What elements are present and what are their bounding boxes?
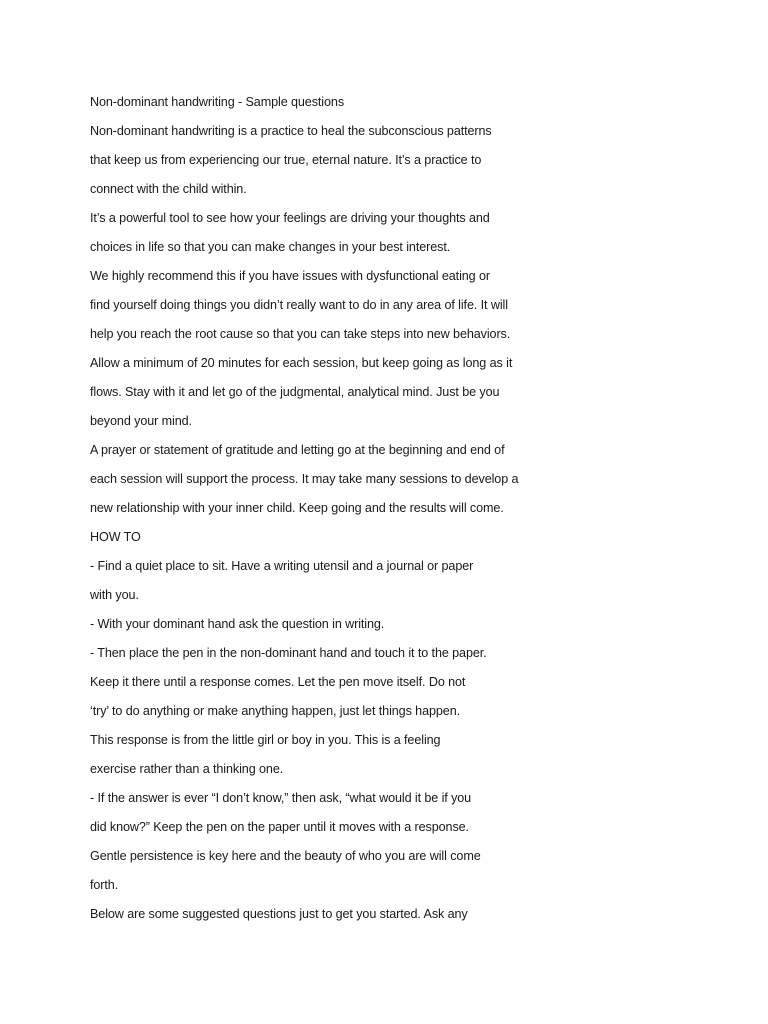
text-line: - Find a quiet place to sit. Have a writing utensil and a journal or paper: [90, 559, 474, 573]
text-line: flows. Stay with it and let go of the judgmental, analytical mind. Just be you: [90, 385, 500, 399]
text-line: Gentle persistence is key here and the beauty of who you are will come: [90, 849, 481, 863]
text-line: This response is from the little girl or boy in you. This is a feeling: [90, 733, 441, 747]
text-line: help you reach the root cause so that you can take steps into new behaviors.: [90, 327, 511, 341]
text-line: ‘try’ to do anything or make anything happen, just let things happen.: [90, 704, 460, 718]
text-line: beyond your mind.: [90, 414, 192, 428]
text-line: that keep us from experiencing our true, eternal nature. It’s a practice to: [90, 153, 482, 167]
section-heading-how-to: HOW TO: [90, 530, 141, 544]
text-line: Allow a minimum of 20 minutes for each session, but keep going as long as it: [90, 356, 513, 370]
text-line: each session will support the process. It may take many sessions to develop a: [90, 472, 519, 486]
document-body: [90, 88, 730, 929]
text-line: connect with the child within.: [90, 182, 247, 196]
text-line: - With your dominant hand ask the question in writing.: [90, 617, 385, 631]
text-line: Keep it there until a response comes. Let the pen move itself. Do not: [90, 675, 466, 689]
text-line: did know?” Keep the pen on the paper until it moves with a response.: [90, 820, 469, 834]
text-line: with you.: [90, 588, 139, 602]
text-line: new relationship with your inner child. Keep going and the results will come.: [90, 501, 504, 515]
text-line: forth.: [90, 878, 119, 892]
text-line: choices in life so that you can make changes in your best interest.: [90, 240, 451, 254]
text-line: - If the answer is ever “I don’t know,” then ask, “what would it be if you: [90, 791, 472, 805]
text-line: find yourself doing things you didn’t really want to do in any area of life. It will: [90, 298, 508, 312]
text-line: Below are some suggested questions just to get you started. Ask any: [90, 907, 468, 921]
document-title: Non-dominant handwriting - Sample questions: [90, 95, 345, 109]
text-line: We highly recommend this if you have issues with dysfunctional eating or: [90, 269, 490, 283]
text-line: - Then place the pen in the non-dominant hand and touch it to the paper.: [90, 646, 487, 660]
text-line: exercise rather than a thinking one.: [90, 762, 284, 776]
text-line: A prayer or statement of gratitude and letting go at the beginning and end of: [90, 443, 505, 457]
text-line: It’s a powerful tool to see how your feelings are driving your thoughts and: [90, 211, 490, 225]
text-line: Non-dominant handwriting is a practice to heal the subconscious patterns: [90, 124, 492, 138]
